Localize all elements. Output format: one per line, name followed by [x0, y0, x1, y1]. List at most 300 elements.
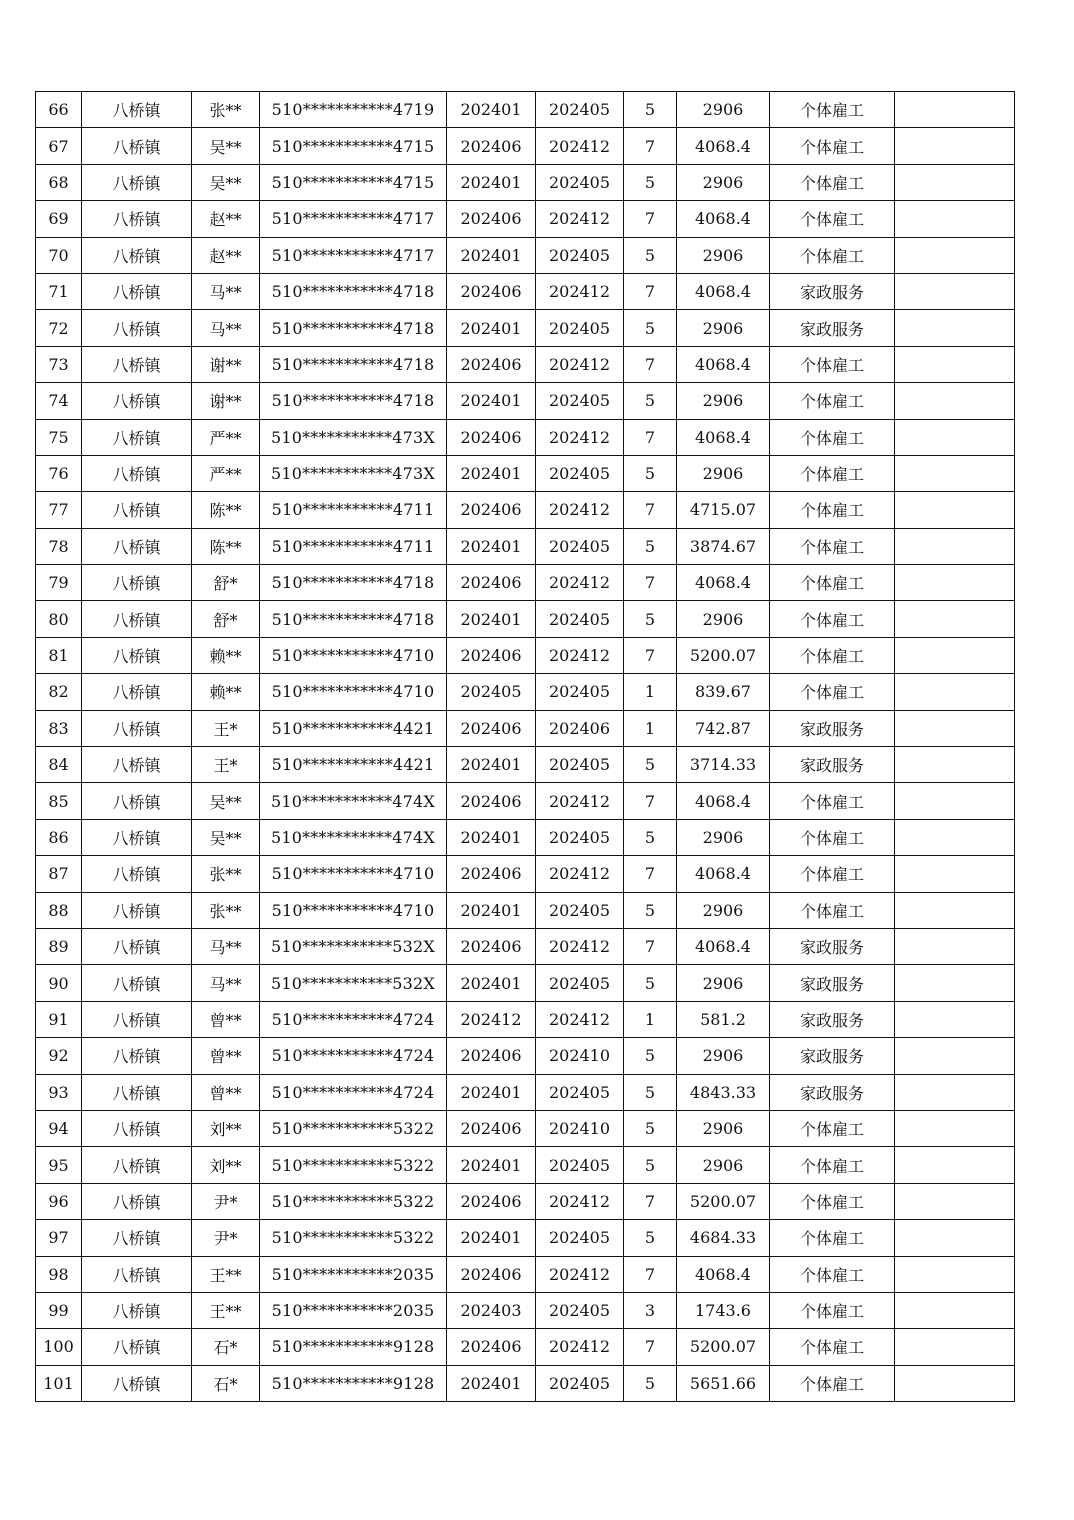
cell-remark [895, 965, 1015, 1001]
table-row [36, 856, 1015, 892]
cell-id-number: 510***********4421 [260, 747, 447, 783]
cell-town: 八桥镇 [82, 1256, 192, 1292]
cell-name: 赵** [192, 201, 260, 237]
table-row [36, 819, 1015, 855]
cell-name: 吴** [192, 128, 260, 164]
cell-category: 个体雇工 [770, 1329, 895, 1365]
cell-name: 张** [192, 892, 260, 928]
cell-amount: 1743.6 [677, 1292, 770, 1328]
cell-end-month: 202412 [536, 201, 624, 237]
cell-category: 个体雇工 [770, 674, 895, 710]
cell-name: 尹* [192, 1220, 260, 1256]
cell-town: 八桥镇 [82, 892, 192, 928]
cell-months: 5 [624, 892, 677, 928]
cell-id-number: 510***********4717 [260, 201, 447, 237]
cell-id-number: 510***********4718 [260, 346, 447, 382]
cell-start-month: 202406 [447, 565, 536, 601]
cell-start-month: 202412 [447, 1001, 536, 1037]
cell-town: 八桥镇 [82, 346, 192, 382]
cell-amount: 4068.4 [677, 273, 770, 309]
cell-category: 家政服务 [770, 1038, 895, 1074]
cell-name: 吴** [192, 819, 260, 855]
cell-town: 八桥镇 [82, 710, 192, 746]
table-body [36, 92, 1015, 1402]
cell-amount: 2906 [677, 310, 770, 346]
cell-remark [895, 273, 1015, 309]
cell-town: 八桥镇 [82, 747, 192, 783]
cell-months: 3 [624, 1292, 677, 1328]
cell-remark [895, 1256, 1015, 1292]
cell-seq-no: 86 [36, 819, 82, 855]
cell-end-month: 202412 [536, 1256, 624, 1292]
cell-seq-no: 85 [36, 783, 82, 819]
cell-start-month: 202406 [447, 856, 536, 892]
cell-town: 八桥镇 [82, 1074, 192, 1110]
cell-seq-no: 76 [36, 455, 82, 491]
cell-amount: 839.67 [677, 674, 770, 710]
cell-seq-no: 91 [36, 1001, 82, 1037]
cell-id-number: 510***********4724 [260, 1074, 447, 1110]
cell-town: 八桥镇 [82, 201, 192, 237]
cell-seq-no: 92 [36, 1038, 82, 1074]
cell-name: 马** [192, 310, 260, 346]
cell-town: 八桥镇 [82, 1147, 192, 1183]
cell-start-month: 202401 [447, 892, 536, 928]
cell-start-month: 202406 [447, 710, 536, 746]
cell-start-month: 202401 [447, 601, 536, 637]
cell-name: 石* [192, 1365, 260, 1401]
cell-seq-no: 84 [36, 747, 82, 783]
cell-id-number: 510***********5322 [260, 1147, 447, 1183]
cell-name: 王** [192, 1256, 260, 1292]
cell-category: 个体雇工 [770, 164, 895, 200]
cell-remark [895, 346, 1015, 382]
cell-start-month: 202406 [447, 1038, 536, 1074]
cell-start-month: 202406 [447, 1110, 536, 1146]
cell-category: 个体雇工 [770, 637, 895, 673]
cell-end-month: 202410 [536, 1038, 624, 1074]
cell-name: 王* [192, 710, 260, 746]
cell-end-month: 202405 [536, 383, 624, 419]
cell-months: 5 [624, 965, 677, 1001]
cell-name: 舒* [192, 601, 260, 637]
cell-months: 1 [624, 674, 677, 710]
cell-end-month: 202405 [536, 1074, 624, 1110]
cell-end-month: 202412 [536, 928, 624, 964]
cell-id-number: 510***********4719 [260, 92, 447, 128]
cell-start-month: 202403 [447, 1292, 536, 1328]
cell-name: 严** [192, 419, 260, 455]
cell-months: 5 [624, 1038, 677, 1074]
table-row [36, 892, 1015, 928]
cell-id-number: 510***********2035 [260, 1292, 447, 1328]
table-row [36, 164, 1015, 200]
cell-seq-no: 98 [36, 1256, 82, 1292]
cell-category: 家政服务 [770, 928, 895, 964]
cell-remark [895, 637, 1015, 673]
cell-name: 吴** [192, 164, 260, 200]
cell-months: 7 [624, 128, 677, 164]
cell-town: 八桥镇 [82, 1038, 192, 1074]
cell-months: 5 [624, 164, 677, 200]
cell-amount: 581.2 [677, 1001, 770, 1037]
cell-town: 八桥镇 [82, 928, 192, 964]
cell-seq-no: 66 [36, 92, 82, 128]
cell-amount: 2906 [677, 601, 770, 637]
table-row [36, 1365, 1015, 1401]
cell-months: 5 [624, 747, 677, 783]
cell-amount: 2906 [677, 892, 770, 928]
cell-town: 八桥镇 [82, 856, 192, 892]
cell-seq-no: 87 [36, 856, 82, 892]
cell-amount: 2906 [677, 965, 770, 1001]
cell-months: 7 [624, 783, 677, 819]
cell-id-number: 510***********4724 [260, 1001, 447, 1037]
cell-months: 5 [624, 310, 677, 346]
cell-start-month: 202401 [447, 1147, 536, 1183]
cell-amount: 5200.07 [677, 1183, 770, 1219]
cell-id-number: 510***********474X [260, 783, 447, 819]
table-row [36, 1329, 1015, 1365]
cell-name: 刘** [192, 1147, 260, 1183]
cell-end-month: 202405 [536, 92, 624, 128]
cell-months: 5 [624, 601, 677, 637]
cell-months: 5 [624, 1365, 677, 1401]
cell-town: 八桥镇 [82, 783, 192, 819]
table-row [36, 92, 1015, 128]
cell-start-month: 202401 [447, 747, 536, 783]
cell-months: 5 [624, 1220, 677, 1256]
cell-id-number: 510***********2035 [260, 1256, 447, 1292]
cell-name: 吴** [192, 783, 260, 819]
cell-end-month: 202405 [536, 819, 624, 855]
cell-id-number: 510***********4710 [260, 637, 447, 673]
cell-remark [895, 601, 1015, 637]
cell-amount: 4068.4 [677, 128, 770, 164]
cell-start-month: 202406 [447, 1183, 536, 1219]
cell-name: 谢** [192, 346, 260, 382]
cell-category: 个体雇工 [770, 1110, 895, 1146]
cell-start-month: 202401 [447, 455, 536, 491]
cell-id-number: 510***********4717 [260, 237, 447, 273]
cell-id-number: 510***********5322 [260, 1110, 447, 1146]
cell-months: 7 [624, 565, 677, 601]
cell-town: 八桥镇 [82, 819, 192, 855]
cell-seq-no: 95 [36, 1147, 82, 1183]
cell-start-month: 202406 [447, 128, 536, 164]
cell-start-month: 202401 [447, 237, 536, 273]
cell-months: 5 [624, 92, 677, 128]
cell-start-month: 202406 [447, 1329, 536, 1365]
cell-seq-no: 83 [36, 710, 82, 746]
cell-remark [895, 1074, 1015, 1110]
cell-seq-no: 71 [36, 273, 82, 309]
cell-seq-no: 78 [36, 528, 82, 564]
cell-months: 7 [624, 928, 677, 964]
table-row [36, 1147, 1015, 1183]
cell-name: 陈** [192, 492, 260, 528]
table-row [36, 783, 1015, 819]
cell-amount: 3874.67 [677, 528, 770, 564]
cell-remark [895, 310, 1015, 346]
cell-town: 八桥镇 [82, 637, 192, 673]
cell-months: 5 [624, 1074, 677, 1110]
cell-category: 个体雇工 [770, 1365, 895, 1401]
cell-remark [895, 710, 1015, 746]
cell-id-number: 510***********4711 [260, 528, 447, 564]
cell-category: 个体雇工 [770, 783, 895, 819]
cell-end-month: 202412 [536, 783, 624, 819]
cell-start-month: 202401 [447, 965, 536, 1001]
cell-category: 家政服务 [770, 965, 895, 1001]
table-row [36, 455, 1015, 491]
cell-remark [895, 1365, 1015, 1401]
cell-amount: 2906 [677, 819, 770, 855]
cell-amount: 4068.4 [677, 201, 770, 237]
cell-start-month: 202406 [447, 273, 536, 309]
cell-id-number: 510***********9128 [260, 1329, 447, 1365]
cell-months: 5 [624, 455, 677, 491]
cell-id-number: 510***********5322 [260, 1183, 447, 1219]
cell-start-month: 202401 [447, 1220, 536, 1256]
cell-category: 个体雇工 [770, 1147, 895, 1183]
cell-start-month: 202401 [447, 383, 536, 419]
cell-id-number: 510***********4711 [260, 492, 447, 528]
cell-id-number: 510***********532X [260, 965, 447, 1001]
cell-remark [895, 164, 1015, 200]
cell-end-month: 202412 [536, 565, 624, 601]
cell-end-month: 202405 [536, 892, 624, 928]
cell-amount: 4068.4 [677, 928, 770, 964]
cell-start-month: 202406 [447, 637, 536, 673]
cell-amount: 4068.4 [677, 1256, 770, 1292]
cell-id-number: 510***********4710 [260, 674, 447, 710]
cell-town: 八桥镇 [82, 1220, 192, 1256]
cell-amount: 4068.4 [677, 565, 770, 601]
cell-town: 八桥镇 [82, 1183, 192, 1219]
cell-seq-no: 67 [36, 128, 82, 164]
cell-seq-no: 82 [36, 674, 82, 710]
cell-remark [895, 674, 1015, 710]
cell-remark [895, 783, 1015, 819]
cell-amount: 4684.33 [677, 1220, 770, 1256]
table-row [36, 492, 1015, 528]
cell-start-month: 202406 [447, 492, 536, 528]
cell-start-month: 202406 [447, 1256, 536, 1292]
cell-end-month: 202412 [536, 128, 624, 164]
table-row [36, 1292, 1015, 1328]
cell-months: 5 [624, 528, 677, 564]
cell-end-month: 202412 [536, 1001, 624, 1037]
cell-end-month: 202412 [536, 419, 624, 455]
cell-remark [895, 892, 1015, 928]
table-row [36, 346, 1015, 382]
cell-seq-no: 69 [36, 201, 82, 237]
table-row [36, 928, 1015, 964]
cell-remark [895, 1329, 1015, 1365]
cell-name: 王* [192, 747, 260, 783]
cell-amount: 4068.4 [677, 783, 770, 819]
cell-months: 7 [624, 1183, 677, 1219]
cell-category: 个体雇工 [770, 128, 895, 164]
cell-category: 个体雇工 [770, 201, 895, 237]
cell-amount: 4843.33 [677, 1074, 770, 1110]
cell-category: 个体雇工 [770, 455, 895, 491]
cell-seq-no: 68 [36, 164, 82, 200]
cell-category: 个体雇工 [770, 1183, 895, 1219]
table-row [36, 310, 1015, 346]
cell-name: 赖** [192, 674, 260, 710]
cell-category: 个体雇工 [770, 346, 895, 382]
cell-id-number: 510***********474X [260, 819, 447, 855]
cell-category: 家政服务 [770, 747, 895, 783]
cell-months: 7 [624, 1256, 677, 1292]
cell-months: 7 [624, 273, 677, 309]
cell-town: 八桥镇 [82, 1365, 192, 1401]
table-row [36, 565, 1015, 601]
subsidy-roster-table [35, 91, 1015, 1402]
cell-months: 7 [624, 201, 677, 237]
cell-seq-no: 81 [36, 637, 82, 673]
cell-end-month: 202412 [536, 1329, 624, 1365]
table-row [36, 201, 1015, 237]
cell-category: 家政服务 [770, 1074, 895, 1110]
cell-months: 5 [624, 819, 677, 855]
cell-town: 八桥镇 [82, 273, 192, 309]
cell-town: 八桥镇 [82, 92, 192, 128]
cell-start-month: 202401 [447, 310, 536, 346]
table-row [36, 1183, 1015, 1219]
cell-months: 1 [624, 710, 677, 746]
cell-amount: 4068.4 [677, 419, 770, 455]
cell-category: 个体雇工 [770, 92, 895, 128]
cell-category: 家政服务 [770, 1001, 895, 1037]
cell-months: 5 [624, 1147, 677, 1183]
cell-start-month: 202406 [447, 419, 536, 455]
cell-name: 赖** [192, 637, 260, 673]
cell-start-month: 202401 [447, 528, 536, 564]
cell-seq-no: 77 [36, 492, 82, 528]
cell-id-number: 510***********4718 [260, 601, 447, 637]
cell-remark [895, 383, 1015, 419]
cell-end-month: 202412 [536, 346, 624, 382]
cell-name: 马** [192, 273, 260, 309]
cell-id-number: 510***********4718 [260, 310, 447, 346]
cell-id-number: 510***********473X [260, 419, 447, 455]
cell-seq-no: 90 [36, 965, 82, 1001]
cell-seq-no: 89 [36, 928, 82, 964]
cell-remark [895, 492, 1015, 528]
cell-remark [895, 819, 1015, 855]
cell-start-month: 202401 [447, 819, 536, 855]
cell-end-month: 202405 [536, 1292, 624, 1328]
table-row [36, 637, 1015, 673]
table-row [36, 1001, 1015, 1037]
cell-end-month: 202412 [536, 273, 624, 309]
cell-end-month: 202410 [536, 1110, 624, 1146]
cell-end-month: 202405 [536, 674, 624, 710]
cell-remark [895, 237, 1015, 273]
table-row [36, 1110, 1015, 1146]
table-row [36, 1256, 1015, 1292]
cell-name: 谢** [192, 383, 260, 419]
cell-end-month: 202405 [536, 747, 624, 783]
cell-months: 5 [624, 1110, 677, 1146]
cell-end-month: 202405 [536, 528, 624, 564]
cell-remark [895, 1001, 1015, 1037]
table-row [36, 419, 1015, 455]
cell-seq-no: 101 [36, 1365, 82, 1401]
table-row [36, 1074, 1015, 1110]
cell-town: 八桥镇 [82, 492, 192, 528]
table-row [36, 237, 1015, 273]
cell-category: 个体雇工 [770, 601, 895, 637]
cell-start-month: 202401 [447, 164, 536, 200]
cell-amount: 2906 [677, 92, 770, 128]
table-row [36, 128, 1015, 164]
cell-months: 5 [624, 237, 677, 273]
cell-remark [895, 128, 1015, 164]
cell-name: 尹* [192, 1183, 260, 1219]
cell-id-number: 510***********4718 [260, 383, 447, 419]
cell-category: 个体雇工 [770, 492, 895, 528]
cell-id-number: 510***********5322 [260, 1220, 447, 1256]
cell-end-month: 202405 [536, 965, 624, 1001]
cell-town: 八桥镇 [82, 565, 192, 601]
cell-amount: 4068.4 [677, 346, 770, 382]
cell-remark [895, 201, 1015, 237]
cell-seq-no: 79 [36, 565, 82, 601]
cell-end-month: 202405 [536, 1220, 624, 1256]
cell-end-month: 202405 [536, 455, 624, 491]
cell-remark [895, 1292, 1015, 1328]
cell-seq-no: 88 [36, 892, 82, 928]
cell-name: 石* [192, 1329, 260, 1365]
cell-town: 八桥镇 [82, 310, 192, 346]
table-row [36, 601, 1015, 637]
cell-name: 马** [192, 965, 260, 1001]
cell-end-month: 202405 [536, 164, 624, 200]
cell-amount: 2906 [677, 1147, 770, 1183]
cell-seq-no: 94 [36, 1110, 82, 1146]
cell-seq-no: 70 [36, 237, 82, 273]
cell-remark [895, 565, 1015, 601]
cell-category: 个体雇工 [770, 419, 895, 455]
cell-id-number: 510***********4421 [260, 710, 447, 746]
cell-category: 家政服务 [770, 710, 895, 746]
cell-amount: 2906 [677, 383, 770, 419]
table-row [36, 710, 1015, 746]
cell-end-month: 202405 [536, 1365, 624, 1401]
cell-months: 5 [624, 383, 677, 419]
cell-months: 7 [624, 856, 677, 892]
cell-end-month: 202406 [536, 710, 624, 746]
cell-id-number: 510***********4710 [260, 892, 447, 928]
cell-start-month: 202401 [447, 92, 536, 128]
cell-amount: 4715.07 [677, 492, 770, 528]
cell-seq-no: 99 [36, 1292, 82, 1328]
cell-category: 个体雇工 [770, 565, 895, 601]
cell-town: 八桥镇 [82, 419, 192, 455]
cell-name: 曾** [192, 1038, 260, 1074]
cell-months: 7 [624, 419, 677, 455]
cell-amount: 2906 [677, 1110, 770, 1146]
cell-amount: 2906 [677, 164, 770, 200]
cell-town: 八桥镇 [82, 455, 192, 491]
cell-amount: 2906 [677, 1038, 770, 1074]
cell-town: 八桥镇 [82, 383, 192, 419]
cell-town: 八桥镇 [82, 674, 192, 710]
